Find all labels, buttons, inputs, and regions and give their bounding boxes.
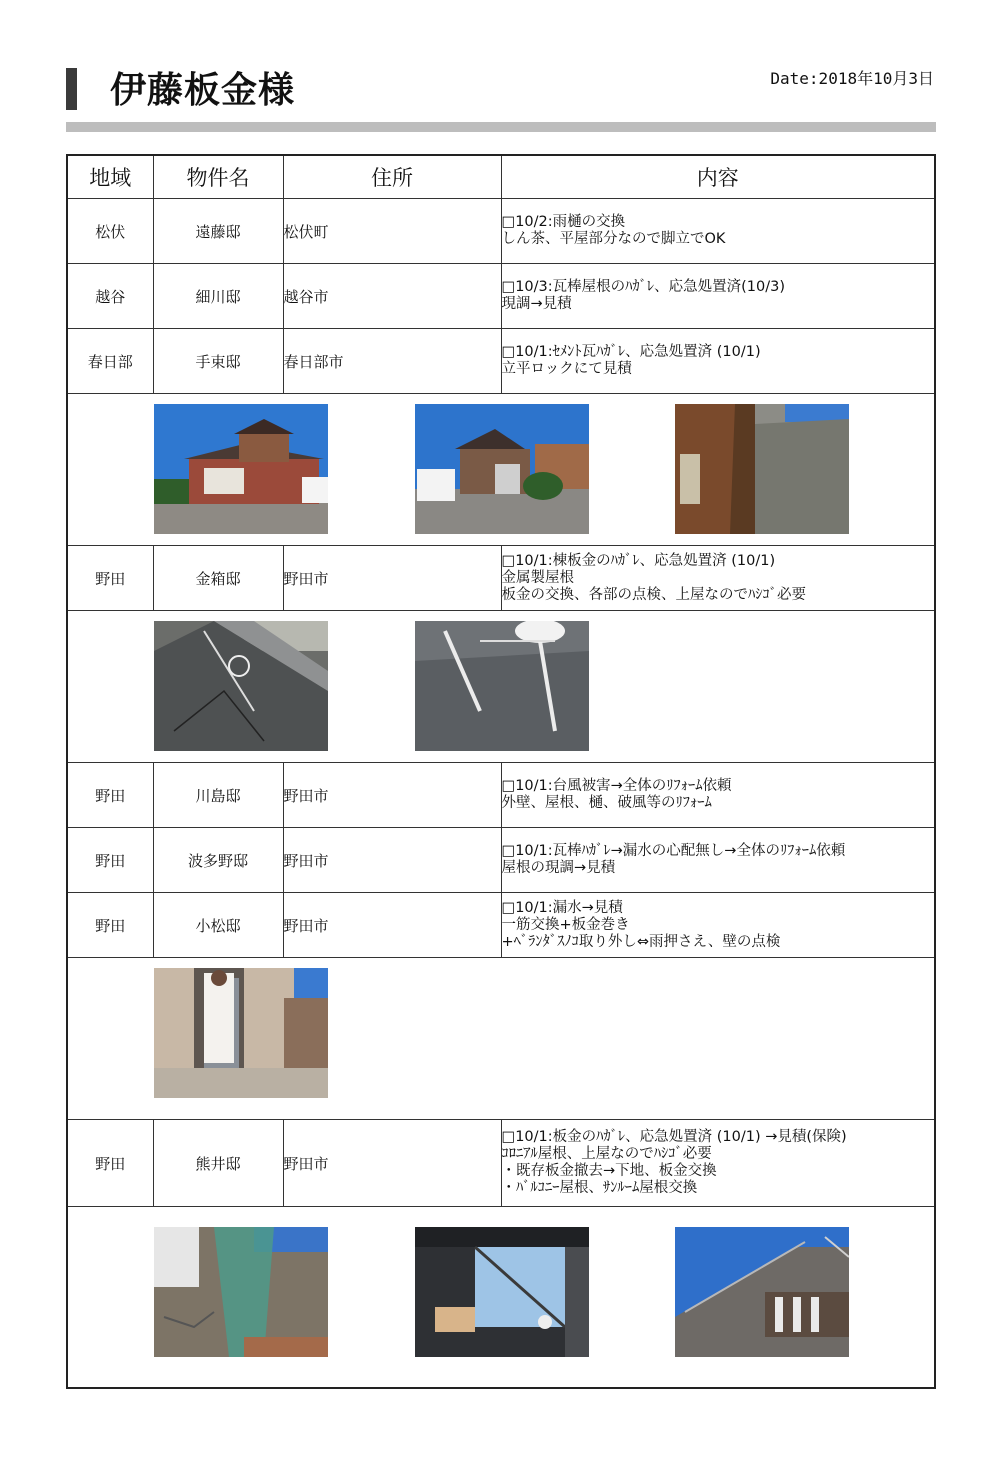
sunroom-photo bbox=[415, 1227, 589, 1357]
cell-area: 春日部 bbox=[67, 329, 153, 394]
photo-cell bbox=[67, 394, 935, 546]
cell-area: 野田 bbox=[67, 546, 153, 611]
cell-property-name: 波多野邸 bbox=[153, 828, 283, 893]
cell-property-name: 川島邸 bbox=[153, 763, 283, 828]
content-line: 金属製屋根 bbox=[501, 569, 574, 586]
content-line: しん茶、平屋部分なので脚立でOK bbox=[501, 231, 726, 247]
content-line: □10/2:雨樋の交換 bbox=[501, 214, 626, 230]
table-row bbox=[67, 264, 935, 329]
table-row bbox=[67, 828, 935, 893]
photo-cell bbox=[67, 611, 935, 763]
cell-address: 松伏町 bbox=[283, 199, 501, 264]
photo-row bbox=[67, 958, 935, 1120]
cell-property-name: 金箱邸 bbox=[153, 546, 283, 611]
content-line: 板金の交換、各部の点検、上屋なのでﾊｼｺﾞ必要 bbox=[501, 586, 806, 603]
column-header-name: 物件名 bbox=[153, 155, 283, 199]
roof-photo bbox=[154, 1227, 328, 1357]
roof-photo bbox=[415, 621, 589, 751]
cell-property-name: 手束邸 bbox=[153, 329, 283, 394]
table-header-row bbox=[67, 155, 935, 199]
table-row bbox=[67, 329, 935, 394]
photo-cell bbox=[67, 1207, 935, 1388]
balcony-photo bbox=[154, 968, 328, 1098]
cell-property-name: 熊井邸 bbox=[153, 1120, 283, 1207]
page-title: 伊藤板金様 bbox=[110, 70, 296, 111]
content-line: 外壁、屋根、樋、破風等のﾘﾌｫｰﾑ bbox=[501, 795, 712, 811]
cell-content bbox=[501, 264, 935, 329]
content-line: ・ﾊﾞﾙｺﾆｰ屋根、ｻﾝﾙｰﾑ屋根交換 bbox=[501, 1180, 698, 1196]
report-table bbox=[66, 154, 936, 1389]
column-header-content: 内容 bbox=[501, 155, 935, 199]
cell-area: 野田 bbox=[67, 763, 153, 828]
title-accent-bar bbox=[66, 68, 77, 110]
content-line: 現調→見積 bbox=[501, 296, 572, 312]
cell-area: 越谷 bbox=[67, 264, 153, 329]
report-date: Date:2018年10月3日 bbox=[770, 69, 934, 88]
cell-property-name: 細川邸 bbox=[153, 264, 283, 329]
content-line: □10/1:瓦棒ﾊｶﾞﾚ→漏水の心配無し→全体のﾘﾌｫｰﾑ依頼 bbox=[501, 843, 846, 859]
content-line: □10/1:板金のﾊｶﾞﾚ、応急処置済 (10/1) →見積(保険) bbox=[501, 1129, 847, 1145]
cell-property-name: 小松邸 bbox=[153, 893, 283, 958]
cell-area: 松伏 bbox=[67, 199, 153, 264]
house-photo bbox=[154, 404, 328, 534]
content-line: 立平ロックにて見積 bbox=[501, 361, 632, 377]
content-line: 一筋交換+板金巻き bbox=[501, 916, 630, 933]
cell-area: 野田 bbox=[67, 1120, 153, 1207]
cell-content bbox=[501, 893, 935, 958]
photo-row bbox=[67, 611, 935, 763]
column-header-address: 住所 bbox=[283, 155, 501, 199]
cell-address: 野田市 bbox=[283, 1120, 501, 1207]
photo-row bbox=[67, 1207, 935, 1388]
content-line: □10/1:漏水→見積 bbox=[501, 899, 623, 916]
content-line: ・既存板金撤去→下地、板金交換 bbox=[501, 1163, 717, 1179]
content-line: □10/1:台風被害→全体のﾘﾌｫｰﾑ依頼 bbox=[501, 778, 732, 794]
cell-address: 春日部市 bbox=[283, 329, 501, 394]
table-row bbox=[67, 763, 935, 828]
cell-address: 野田市 bbox=[283, 546, 501, 611]
content-line: +ﾍﾞﾗﾝﾀﾞｽﾉｺ取り外し⇔雨押さえ、壁の点検 bbox=[501, 933, 781, 950]
photo-cell bbox=[67, 958, 935, 1120]
header-divider bbox=[66, 122, 936, 132]
table-row bbox=[67, 1120, 935, 1207]
content-line: 屋根の現調→見積 bbox=[501, 860, 616, 876]
cell-area: 野田 bbox=[67, 893, 153, 958]
cell-property-name: 遠藤邸 bbox=[153, 199, 283, 264]
cell-address: 野田市 bbox=[283, 763, 501, 828]
content-line: □10/1:棟板金のﾊｶﾞﾚ、応急処置済 (10/1) bbox=[501, 552, 776, 569]
cell-content bbox=[501, 546, 935, 611]
table-row bbox=[67, 893, 935, 958]
cell-content bbox=[501, 199, 935, 264]
roof-photo bbox=[154, 621, 328, 751]
content-line: □10/1:ｾﾒﾝﾄ瓦ﾊｶﾞﾚ、応急処置済 (10/1) bbox=[501, 344, 761, 360]
content-line: ｺﾛﾆｱﾙ屋根、上屋なのでﾊｼｺﾞ必要 bbox=[501, 1146, 712, 1162]
cell-address: 野田市 bbox=[283, 893, 501, 958]
cell-content bbox=[501, 763, 935, 828]
cell-content bbox=[501, 329, 935, 394]
photo-row bbox=[67, 394, 935, 546]
house-photo bbox=[415, 404, 589, 534]
cell-area: 野田 bbox=[67, 828, 153, 893]
content-line: □10/3:瓦棒屋根のﾊｶﾞﾚ、応急処置済(10/3) bbox=[501, 279, 786, 295]
cell-content bbox=[501, 828, 935, 893]
cell-address: 野田市 bbox=[283, 828, 501, 893]
column-header-area: 地域 bbox=[67, 155, 153, 199]
cell-content bbox=[501, 1120, 935, 1207]
table-row bbox=[67, 199, 935, 264]
table-row bbox=[67, 546, 935, 611]
balcony-photo bbox=[675, 1227, 849, 1357]
roof-photo bbox=[675, 404, 849, 534]
cell-address: 越谷市 bbox=[283, 264, 501, 329]
